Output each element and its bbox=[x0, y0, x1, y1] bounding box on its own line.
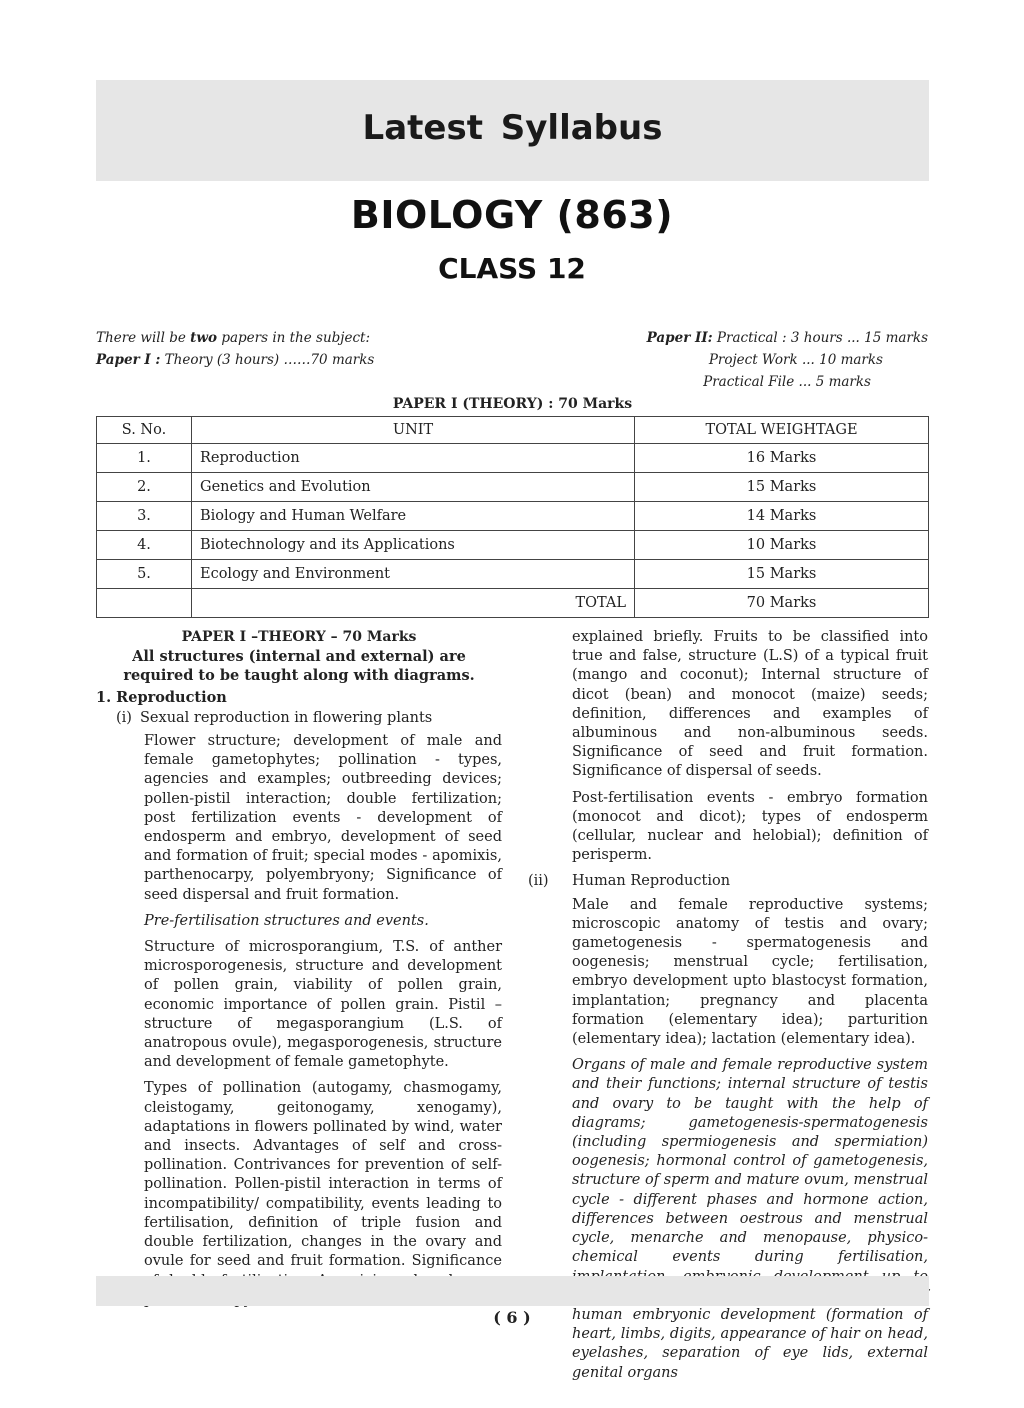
row-sno: 3. bbox=[97, 502, 192, 531]
subsection-heading bbox=[528, 872, 928, 891]
paragraph: Structure of microsporangium, T.S. of anther microsporogenesis, structure and development of pollen grain, viability of pollen grain, economic importance of pollen grain. Pistil – structure of megasporangium (L.S. of anatropous ovule), megasporogenesis, structure and development of female gametophyte. bbox=[144, 939, 502, 1071]
table-row bbox=[97, 560, 929, 589]
class-title: CLASS 12 bbox=[438, 252, 586, 285]
project-work-line: Project Work ... 10 marks bbox=[708, 352, 883, 368]
subject-title: BIOLOGY (863) bbox=[350, 193, 674, 237]
continued-body bbox=[528, 628, 928, 865]
paragraph: Post-fertilisation events - embryo formation (monocot and dicot); types of endosperm (cellular, nuclear and helobial); definition of perisperm. bbox=[572, 789, 928, 864]
paragraph: Flower structure; development of male and female gametophytes; pollination - types, agencies and examples; outbreeding devices; pollen-pistil interaction; double fertilization; post fertilization events - development of endosperm and embryo, development of seed and formation of fruit; special modes - apomixis, parthenocarpy, polyembryony; Significance of seed dispersal and fruit formation. bbox=[144, 733, 502, 903]
intro-line: There will be two papers in the subject: bbox=[96, 330, 370, 346]
section-title: PAPER I –THEORY – 70 Marks bbox=[181, 629, 417, 645]
weightage-table bbox=[96, 416, 929, 618]
practical-file-line: Practical File ... 5 marks bbox=[703, 374, 871, 390]
row-sno: 5. bbox=[97, 560, 192, 589]
table-total-row bbox=[97, 589, 929, 618]
diagram-note: All structures (internal and external) are required to be taught along with diagrams. bbox=[123, 648, 475, 685]
table-row bbox=[97, 473, 929, 502]
row-sno: 2. bbox=[97, 473, 192, 502]
banner-title: Latest Syllabus bbox=[362, 108, 663, 148]
header-banner bbox=[96, 80, 929, 181]
total-value: 70 Marks bbox=[635, 589, 929, 618]
paragraph: explained briefly. Fruits to be classified into true and false, structure (L.S) of a typical fruit (mango and coconut); Internal structure of dicot (bean) and monocot (maize) seeds; definition, differences and examples of albuminous and non-albuminous seeds. Significance of seed and fruit formation. Significance of dispersal of seeds. bbox=[572, 629, 928, 780]
italic-paragraph: Pre-fertilisation structures and events. bbox=[144, 912, 429, 929]
table-caption: PAPER I (THEORY) : 70 Marks bbox=[392, 396, 633, 412]
footer-bar bbox=[96, 1276, 929, 1306]
header-sno: S. No. bbox=[97, 417, 192, 444]
left-column bbox=[96, 628, 502, 1317]
table-row bbox=[97, 531, 929, 560]
table-header-row bbox=[97, 417, 929, 444]
subsection-number: (ii) bbox=[528, 873, 549, 890]
header-weightage: TOTAL WEIGHTAGE bbox=[635, 417, 929, 444]
row-sno: 1. bbox=[97, 444, 192, 473]
row-unit: Ecology and Environment bbox=[192, 560, 635, 589]
total-label: TOTAL bbox=[192, 589, 635, 618]
row-unit: Genetics and Evolution bbox=[192, 473, 635, 502]
paper1-line: Paper I : Theory (3 hours) ……70 marks bbox=[96, 352, 375, 368]
table-row bbox=[97, 502, 929, 531]
subsection-body bbox=[96, 732, 502, 1310]
row-marks: 16 Marks bbox=[635, 444, 929, 473]
row-marks: 14 Marks bbox=[635, 502, 929, 531]
row-unit: Biology and Human Welfare bbox=[192, 502, 635, 531]
header-unit: UNIT bbox=[192, 417, 635, 444]
total-empty-cell bbox=[97, 589, 192, 618]
page-number: ( 6 ) bbox=[493, 1308, 531, 1327]
row-sno: 4. bbox=[97, 531, 192, 560]
subsection-number: (i) bbox=[116, 709, 132, 726]
table-row bbox=[97, 444, 929, 473]
paragraph: Male and female reproductive systems; microscopic anatomy of testis and ovary; gametogenesis - spermatogenesis and oogenesis; menstrual cycle; fertilisation, embryo development upto blastocyst formation, implantation; pregnancy and placenta formation (elementary idea); parturition (elementary idea); lactation (elementary idea). bbox=[572, 896, 928, 1048]
row-marks: 10 Marks bbox=[635, 531, 929, 560]
subsection-title: Human Reproduction bbox=[572, 873, 731, 890]
intro-left bbox=[96, 327, 374, 371]
row-unit: Biotechnology and its Applications bbox=[192, 531, 635, 560]
italic-paragraph: Organs of male and female reproductive system and their functions; internal structure of testis and ovary to be taught with the help of diagrams; gametogenesis-spermatogenesis (including spermiogenesis and spermiation) oogenesis; hormonal control of gametogenesis, structure of sperm and mature ovum, menstrual cycle - different phases and hormone action, differences between oestrous and menstrual cycle, menarche and menopause, physico-chemical events during fertilisation, human embryonic development (formation of heart, limbs, digits, appearance of hair on head, eyelashes, separation of eye lids, external genital organs bbox=[572, 1057, 928, 1381]
row-unit: Reproduction bbox=[192, 444, 635, 473]
row-marks: 15 Marks bbox=[635, 560, 929, 589]
subsection-heading bbox=[96, 709, 502, 728]
row-marks: 15 Marks bbox=[635, 473, 929, 502]
subsection-title: Sexual reproduction in flowering plants bbox=[140, 709, 433, 726]
intro-right bbox=[647, 327, 928, 393]
unit-heading: 1. Reproduction bbox=[96, 688, 227, 706]
paper2-line: Paper II: Practical : 3 hours ... 15 marks bbox=[646, 330, 928, 346]
paragraph: Types of pollination (autogamy, chasmogamy, cleistogamy, geitonogamy, xenogamy), adaptations in flowers pollinated by wind, water and insects. Advantages of self and cross-pollination. Contrivances for prevention of self-pollination. Pollen-pistil interaction in terms of incompatibility/ compatibility, events leading to fertilisation, definition of triple fusion and double fertilization, changes in the ovary and ovule for seed and fruit formation. Significance bbox=[144, 1080, 502, 1270]
